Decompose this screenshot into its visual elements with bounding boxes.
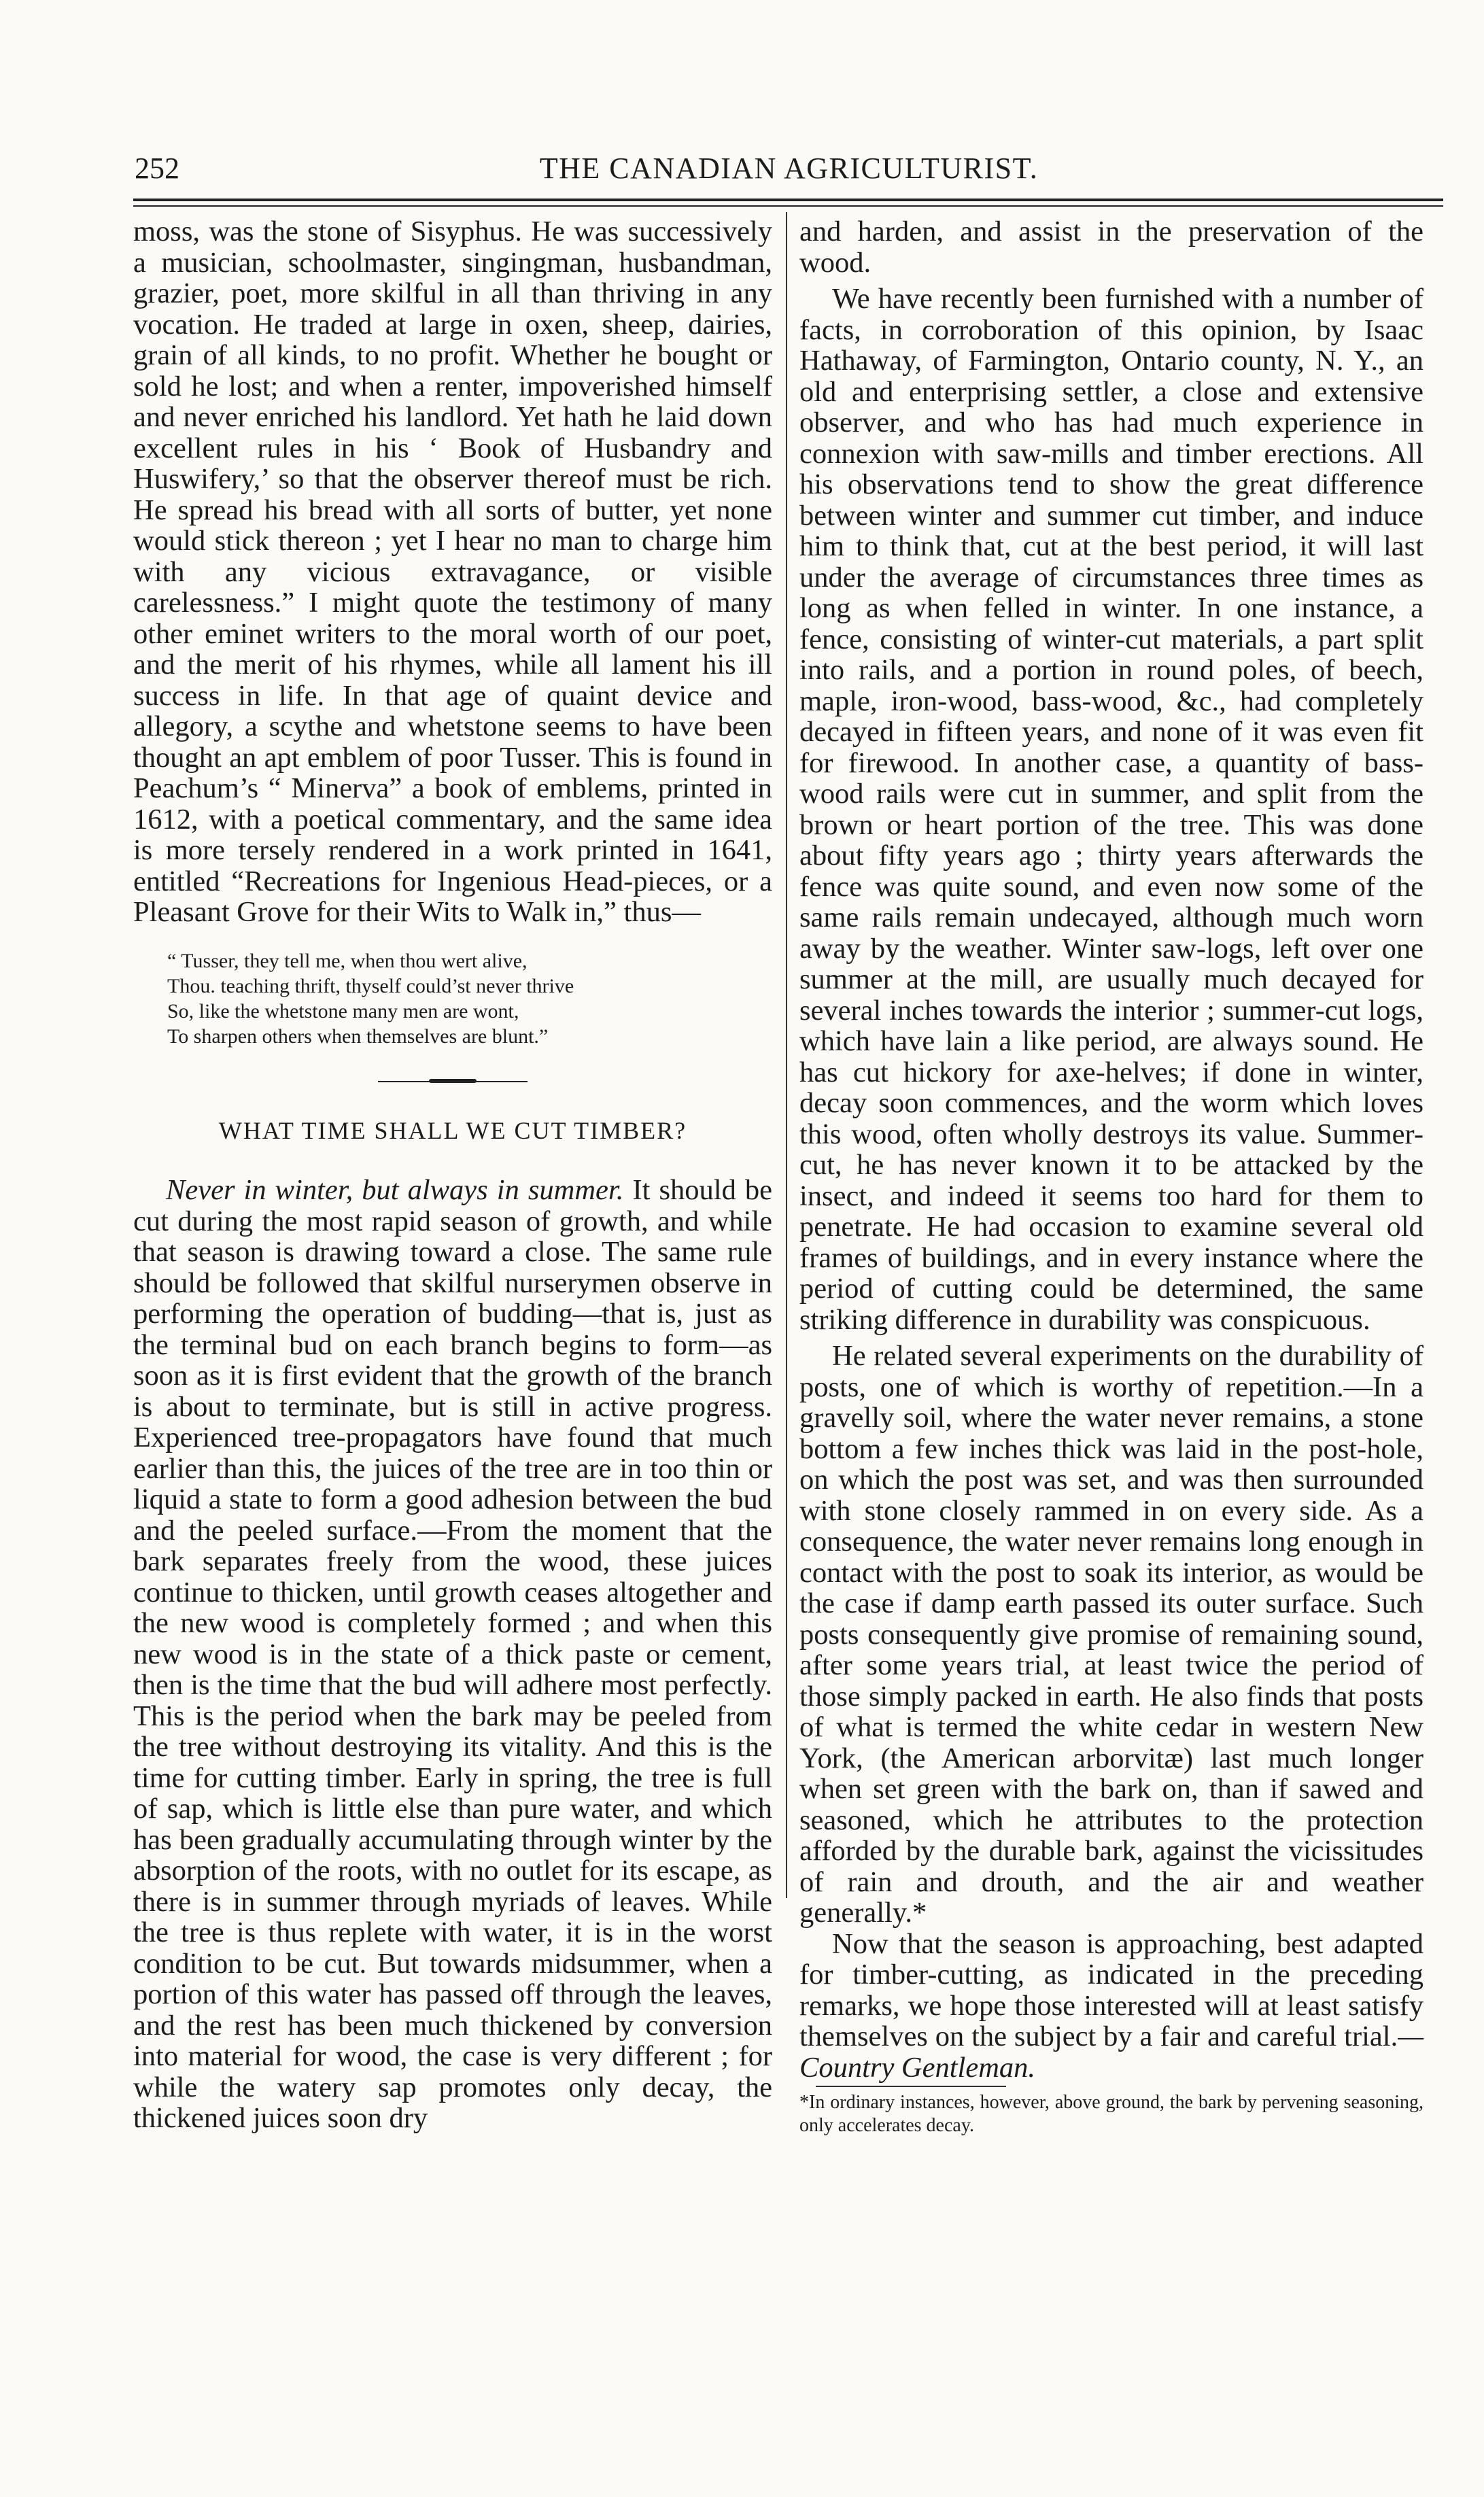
running-title: THE CANADIAN AGRICULTURIST. [539,152,1039,185]
footnote-rule [816,2086,1006,2087]
left-column [133,216,772,2134]
poem-line: To sharpen others when themselves are blunt.” [167,1024,549,1048]
poem-line: “ Tusser, they tell me, when thou wert alive, [167,949,528,972]
ornamental-rule [378,1078,528,1084]
footnote: *In ordinary instances, however, above ground, the bark by pervening seasoning, only accelerates decay. [799,2092,1423,2136]
continuation-paragraph: and harden, and assist in the preservation of the wood. [799,216,1423,279]
poem-quote [167,948,772,1049]
page-header [135,151,1443,199]
right-column [799,216,1423,2137]
article-lead: Never in winter, but always in summer. [166,1174,624,1206]
posts-paragraph: He related several experiments on the durability of posts, one of which is worthy of repetition.—In a gravelly soil, where the water never remains, a stone bottom a few inches thick was laid in the post-hole, on which the post was set, and was then surrounded with stone closely rammed in on every side. As a consequence, the water never remains long enough in contact with the post to soak its interior, as would be the case if damp earth passed its outer surface. Such posts consequently give promise of remaining sound, after some years trial, at least twice the period of those simply packed in earth. He also finds that posts of what is termed the white cedar in western New York, (the American arborvitæ) last much longer when set green with the bark on, than if sawed and seasoned, which he attributes to the protection afforded by the durable bark, against the vicissitudes of rain and drouth, and the air and weather generally.* [799,1340,1423,1929]
hathaway-paragraph: We have recently been furnished with a number of facts, in corroboration of this opinion, by Isaac Hathaway, of Farmington, Ontario county, N. Y., an old and enterprising settler, a close and extensive observer, and who has had much experience in connexion with saw-mills and timber erections. All his observations tend to show the great difference between winter and summer cut timber, and induce him to think that, cut at the best period, it will last under the average of circumstances three times as long as when felled in winter. In one instance, a fence, consisting of winter-cut materials, a part split into rails, and a portion in round poles, of beech, maple, iron-wood, bass-wood, &c., had completely decayed in fifteen years, and none of it was even fit for firewood. In another case, a quantity of bass-wood rails were cut in summer, and split from the brown or heart portion of the tree. This was done about fifty years ago ; thirty years afterwards the fence was quite sound, and even now some of the same rails remain undecayed, although much worn away by the weather. Winter saw-logs, left over one summer at the mill, are usually much decayed for several inches towards the interior ; summer-cut logs, which have lain a like period, are always sound. He has cut hickory for axe-helves; if done in winter, decay soon commences, and the worm which loves this wood, often wholly destroys its value. Summer-cut, he has never known it to be attacked by the insect, and indeed it seems too hard for them to penetrate. He had occasion to examine several old frames of buildings, and in every instance where the period of cutting could be determined, the same striking difference in durability was conspicuous. [799,283,1423,1336]
poem-line: So, like the whetstone many men are wont, [167,999,519,1022]
closing-text: Now that the season is approaching, best adapted for timber-cutting, as indicated in the preceding remarks, we hope those interested will at least satisfy themselves on the subject by a fair and careful trial. [799,1927,1423,2052]
poem-line: Thou. teaching thrift, thyself could’st never thrive [167,974,574,997]
header-rule-thick [133,199,1443,201]
closing-paragraph [799,1929,1423,2084]
page-number: 252 [135,152,179,185]
ornamental-rule-center [429,1079,477,1083]
source-attribution: —Country Gentleman. [799,2020,1423,2084]
article-heading: WHAT TIME SHALL WE CUT TIMBER? [218,1116,687,1144]
article-paragraph [133,1175,772,2134]
intro-paragraph: moss, was the stone of Sisyphus. He was successively a musician, schoolmaster, singingman, husbandman, grazier, poet, more skilful in all than thriving in any vocation. He traded at large in oxen, sheep, dairies, grain of all kinds, to no profit. Whether he bought or sold he lost; and when a renter, impoverished himself and never enriched his landlord. Yet hath he laid down excellent rules in his ‘ Book of Husbandry and Huswifery,’ so that the observer thereof must be rich. He spread his bread with all sorts of butter, yet none would stick thereon ; yet I hear no man to charge him with any vicious extravagance, or visible carelessness.” I might quote the testimony of many other eminet writers to the moral worth of our poet, and the merit of his rhymes, while all lament his ill success in life. In that age of quaint device and allegory, a scythe and whetstone seems to have been thought an apt emblem of poor Tusser. This is found in Peachum’s “ Minerva” a book of emblems, printed in 1612, with a poetical commentary, and the same idea is more tersely rendered in a work printed in 1641, entitled “Recreations for Ingenious Head-pieces, or a Pleasant Grove for their Wits to Walk in,” thus— [133,216,772,928]
article-body: It should be cut during the most rapid season of growth, and while that season is drawing toward a close. The same rule should be followed that skilful nurserymen observe in performing the operation of budding—that is, just as the terminal bud on each branch begins to form—as soon as it is first evident that the growth of the branch is about to terminate, but is still in active progress. Experienced tree-propagators have found that much earlier than this, the juices of the tree are in too thin or liquid a state to form a good adhesion between the bud and the peeled surface.—From the moment that the bark separates freely from the wood, these juices continue to thicken, until growth ceases altogether and the new wood is completely formed ; and when this new wood is in the state of a thick paste or cement, then is the time that the bud will adhere most perfectly. This is the period when the bark may be peeled from the tree without destroying its vitality. And this is the time for cutting timber. Early in spring, the tree is full of sap, which is little else than pure water, and which has been gradually accumulating through winter by the absorption of the roots, with no outlet for its escape, as there is in summer through myriads of leaves. While the tree is thus replete with water, it is in the worst condition to be cut. But towards midsummer, when a portion of this water has passed off through the leaves, and the rest has been much thickened by conversion into material for wood, the case is very different ; for while the watery sap promotes only decay, the thickened juices soon dry [133,1174,773,2134]
column-divider [786,212,787,1898]
header-rule-thin [133,205,1443,207]
